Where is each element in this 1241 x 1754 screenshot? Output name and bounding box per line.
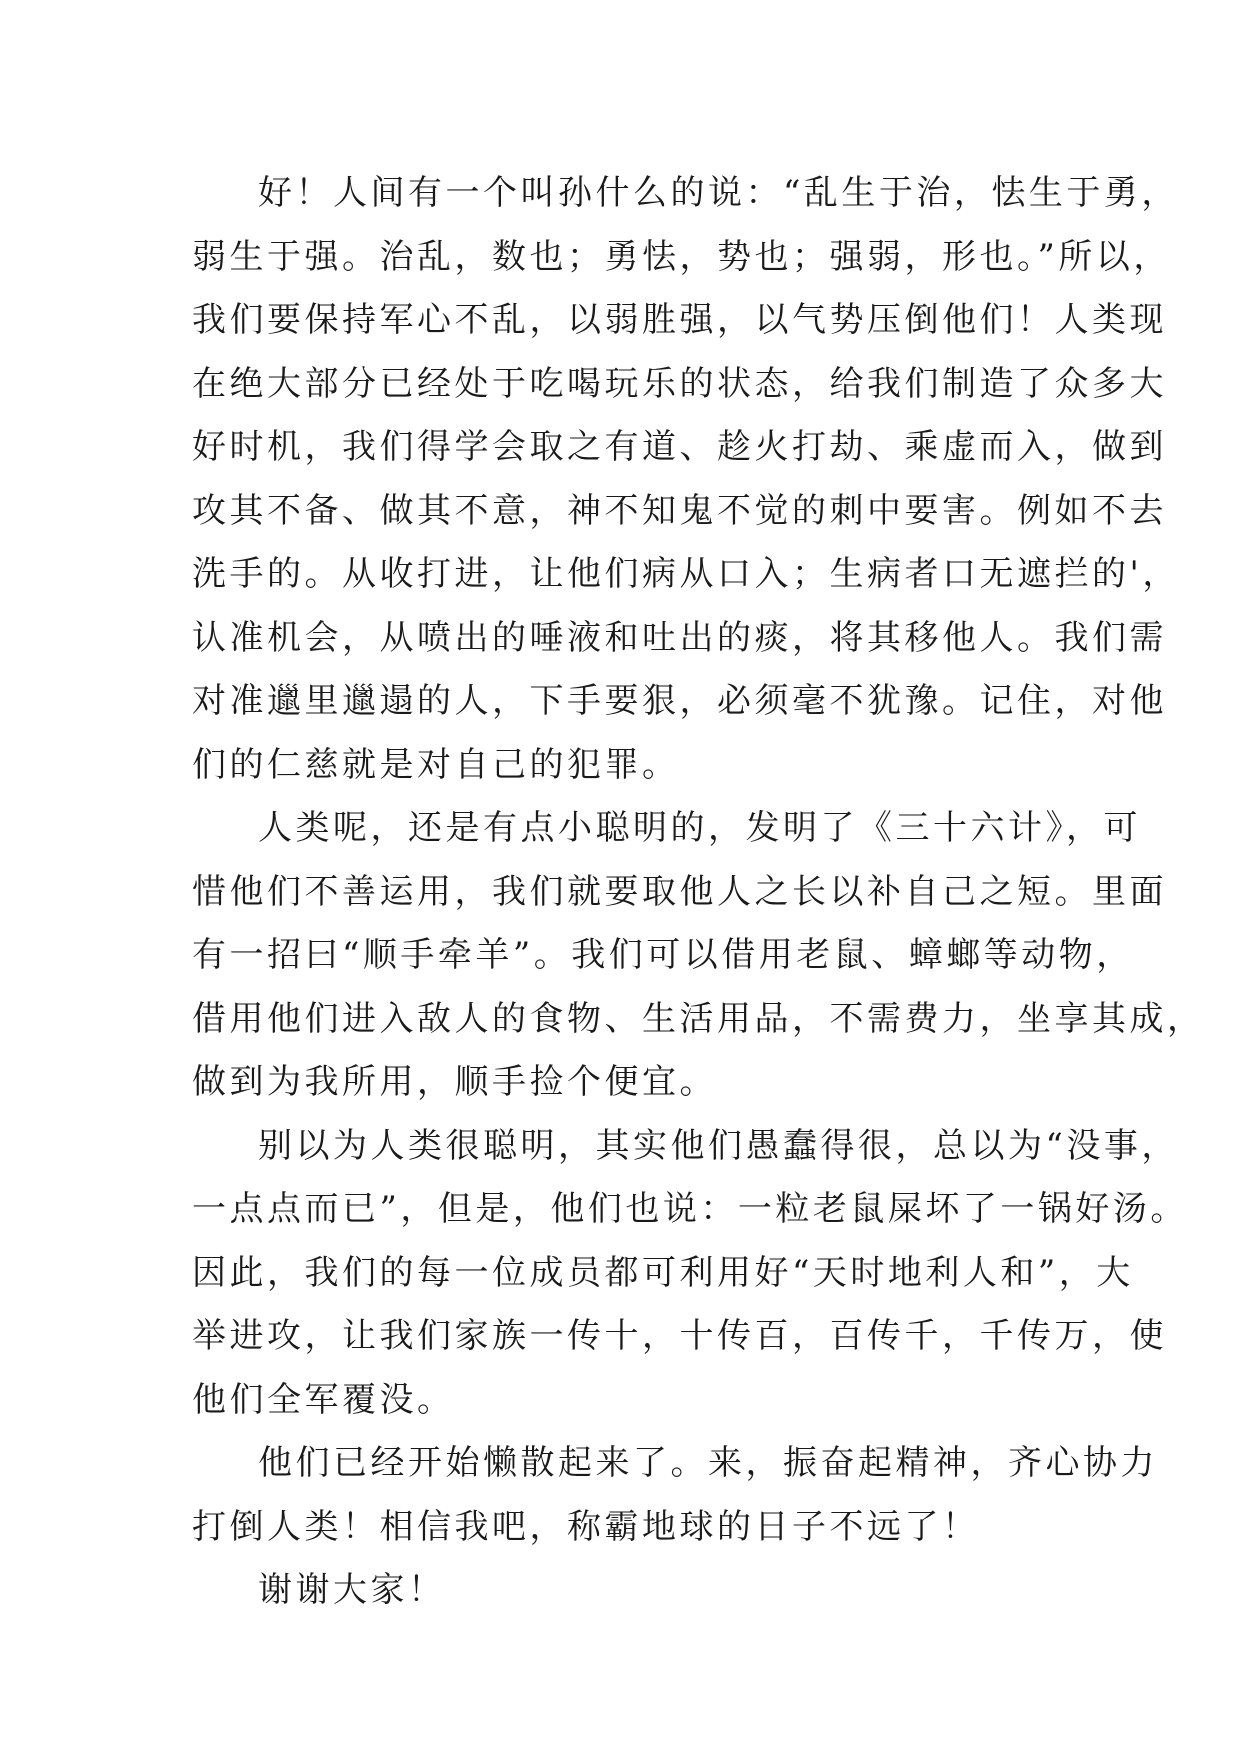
- paragraph-5: [192, 1559, 1072, 1623]
- text-line: 好！人间有一个叫孙什么的说：“乱生于治，怯生于勇，: [258, 173, 1179, 213]
- text-line: 人类呢，还是有点小聪明的，发明了《三十六计》，可: [258, 808, 1141, 848]
- document-body: [192, 162, 1205, 1623]
- text-line: 因此，我们的每一位成员都可利用好“天时地利人和”，大: [192, 1252, 1134, 1293]
- text-line: 他们已经开始懒散起来了。来，振奋起精神，齐心协力: [258, 1443, 1158, 1483]
- text-line: 惜他们不善运用，我们就要取他人之长以补自己之短。里面: [192, 871, 1167, 912]
- paragraph-4: [192, 1432, 1158, 1559]
- text-line: 在绝大部分已经处于吃喝玩乐的状态，给我们制造了众多大: [192, 363, 1167, 404]
- text-line: 借用他们进入敌人的食物、生活用品，不需费力，坐享其成，: [192, 998, 1205, 1039]
- text-line: 举进攻，让我们家族一传十，十传百，百传千，千传万，使: [192, 1316, 1167, 1356]
- text-line: 认准机会，从喷出的唾液和吐出的痰，将其移他人。我们需: [192, 617, 1167, 658]
- paragraph-1: [192, 162, 1180, 797]
- paragraph-2: [192, 797, 1205, 1115]
- text-line: 弱生于强。治乱，数也；勇怯，势也；强弱，形也。”所以，: [192, 236, 1171, 277]
- text-line: 对准邋里邋遢的人，下手要狠，必须毫不犹豫。记住，对他: [192, 681, 1167, 721]
- paragraph-3: [192, 1115, 1188, 1433]
- text-line: 打倒人类！相信我吧，称霸地球的日子不远了！: [192, 1506, 980, 1547]
- text-line: 做到为我所用，顺手捡个便宜。: [192, 1062, 717, 1102]
- text-line: 有一招曰“顺手牵羊”。我们可以借用老鼠、蟑螂等动物，: [192, 935, 1134, 975]
- text-line: 好时机，我们得学会取之有道、趁火打劫、乘虚而入，做到: [192, 427, 1167, 467]
- text-line: 洗手的。从收打进，让他们病从口入；生病者口无遮拦的'，: [192, 554, 1180, 594]
- text-line: 谢谢大家！: [258, 1570, 446, 1610]
- text-line: 们的仁慈就是对自己的犯罪。: [192, 744, 680, 785]
- text-line: 我们要保持军心不乱，以弱胜强，以气势压倒他们！人类现: [192, 300, 1167, 340]
- text-line: 他们全军覆没。: [192, 1379, 455, 1420]
- text-line: 攻其不备、做其不意，神不知鬼不觉的刺中要害。例如不去: [192, 490, 1167, 531]
- text-line: 一点点而已”，但是，他们也说：一粒老鼠屎坏了一锅好汤。: [192, 1189, 1188, 1229]
- text-line: 别以为人类很聪明，其实他们愚蠢得很，总以为“没事，: [258, 1125, 1179, 1166]
